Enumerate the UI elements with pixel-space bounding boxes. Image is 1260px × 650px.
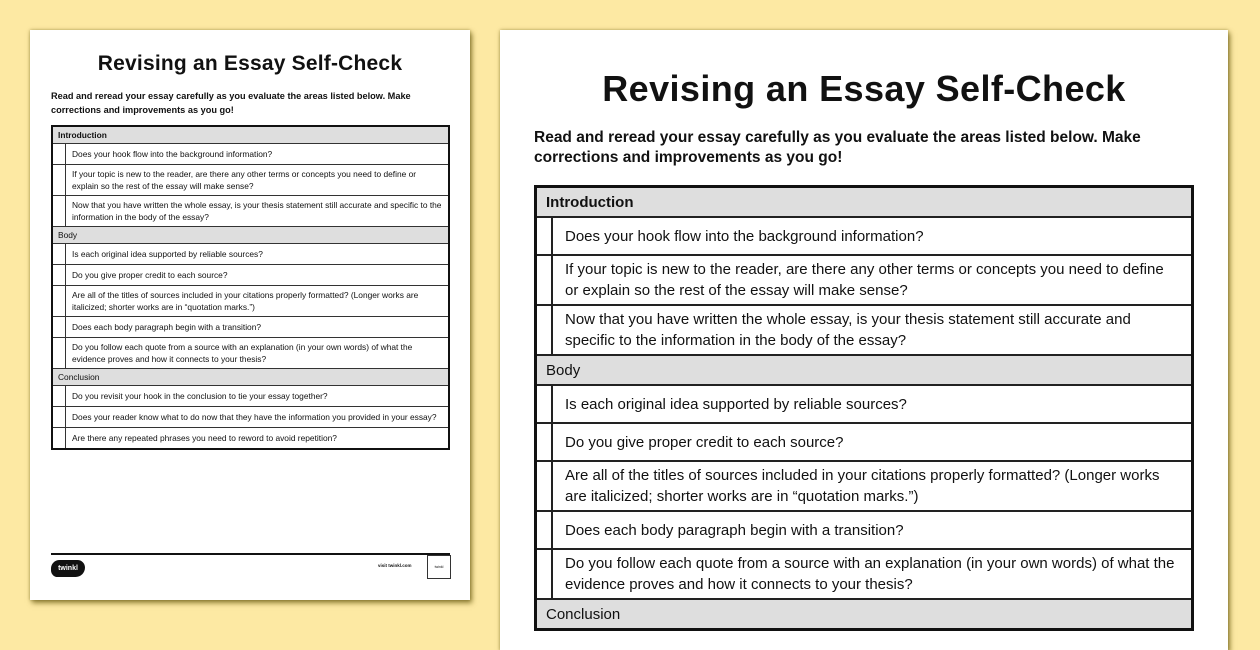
footer-url: visit twinkl.com [378,563,412,568]
checkbox-cell[interactable] [536,305,553,355]
table-row: Does each body paragraph begin with a transition? [52,317,449,338]
section-header-conclusion: Conclusion [52,369,449,386]
worksheet-thumbnail-page [30,30,470,600]
section-header-introduction: Introduction [536,187,1193,218]
checkbox-cell[interactable] [52,265,66,286]
checkbox-cell[interactable] [536,461,553,511]
table-row: Do you follow each quote from a source with an explanation (in your own words) of what the evidence proves and how it connects to your thesis? [52,338,449,369]
checkbox-cell[interactable] [52,144,66,165]
section-header-body: Body [52,227,449,244]
page-title: Revising an Essay Self-Check [602,68,1126,109]
table-row: Are all of the titles of sources included in your citations properly formatted? (Longer works are italicized; shorter works are in “quotation marks.”) [536,461,1193,511]
checkbox-cell[interactable] [536,511,553,549]
section-header-conclusion: Conclusion [536,599,1193,630]
table-row: Do you follow each quote from a source with an explanation (in your own words) of what the evidence proves and how it connects to your thesis? [536,549,1193,599]
intro-text: Read and reread your essay carefully as you evaluate the areas listed below. Make corrections and improvements as you go! [51,91,411,115]
section-header-introduction: Introduction [52,126,449,144]
checkbox-cell[interactable] [52,407,66,428]
checklist-table [534,185,1194,631]
checkbox-cell[interactable] [536,423,553,461]
checkbox-cell[interactable] [52,196,66,227]
table-row: Now that you have written the whole essay, is your thesis statement still accurate and specific to the information in the body of the essay? [52,196,449,227]
intro-text: Read and reread your essay carefully as you evaluate the areas listed below. Make corrections and improvements as you go! [534,129,1141,166]
checkbox-cell[interactable] [52,386,66,407]
checkbox-cell[interactable] [536,217,553,255]
checkbox-cell[interactable] [52,286,66,317]
table-row: If your topic is new to the reader, are there any other terms or concepts you need to define or explain so the rest of the essay will make sense? [52,165,449,196]
table-row: Does each body paragraph begin with a transition? [536,511,1193,549]
table-row: Is each original idea supported by reliable sources? [536,385,1193,423]
table-row: Does your hook flow into the background information? [536,217,1193,255]
table-row: Do you give proper credit to each source? [52,265,449,286]
checkbox-cell[interactable] [52,338,66,369]
checkbox-cell[interactable] [52,244,66,265]
table-row: Now that you have written the whole essay, is your thesis statement still accurate and specific to the information in the body of the essay? [536,305,1193,355]
table-row: Are all of the titles of sources included in your citations properly formatted? (Longer works are italicized; shorter works are in “quotation marks.”) [52,286,449,317]
table-row: Do you give proper credit to each source? [536,423,1193,461]
checkbox-cell[interactable] [536,549,553,599]
page-title: Revising an Essay Self-Check [97,52,403,75]
table-row: Does your hook flow into the background information? [52,144,449,165]
table-row: Is each original idea supported by reliable sources? [52,244,449,265]
table-row: Are there any repeated phrases you need to reword to avoid repetition? [52,428,449,450]
table-row: If your topic is new to the reader, are there any other terms or concepts you need to define or explain so the rest of the essay will make sense? [536,255,1193,305]
checkbox-cell[interactable] [52,428,66,450]
footer-divider [51,553,450,555]
checkbox-cell[interactable] [536,255,553,305]
twinkl-logo-icon: twinkl [51,560,85,577]
checklist-table [51,125,450,450]
quality-badge-icon: twinkl [427,555,451,579]
table-row: Do you revisit your hook in the conclusion to tie your essay together? [52,386,449,407]
section-header-body: Body [536,355,1193,385]
checkbox-cell[interactable] [52,165,66,196]
table-row: Does your reader know what to do now that they have the information you provided in your essay? [52,407,449,428]
checkbox-cell[interactable] [52,317,66,338]
checkbox-cell[interactable] [536,385,553,423]
worksheet-detail-page [500,30,1228,650]
